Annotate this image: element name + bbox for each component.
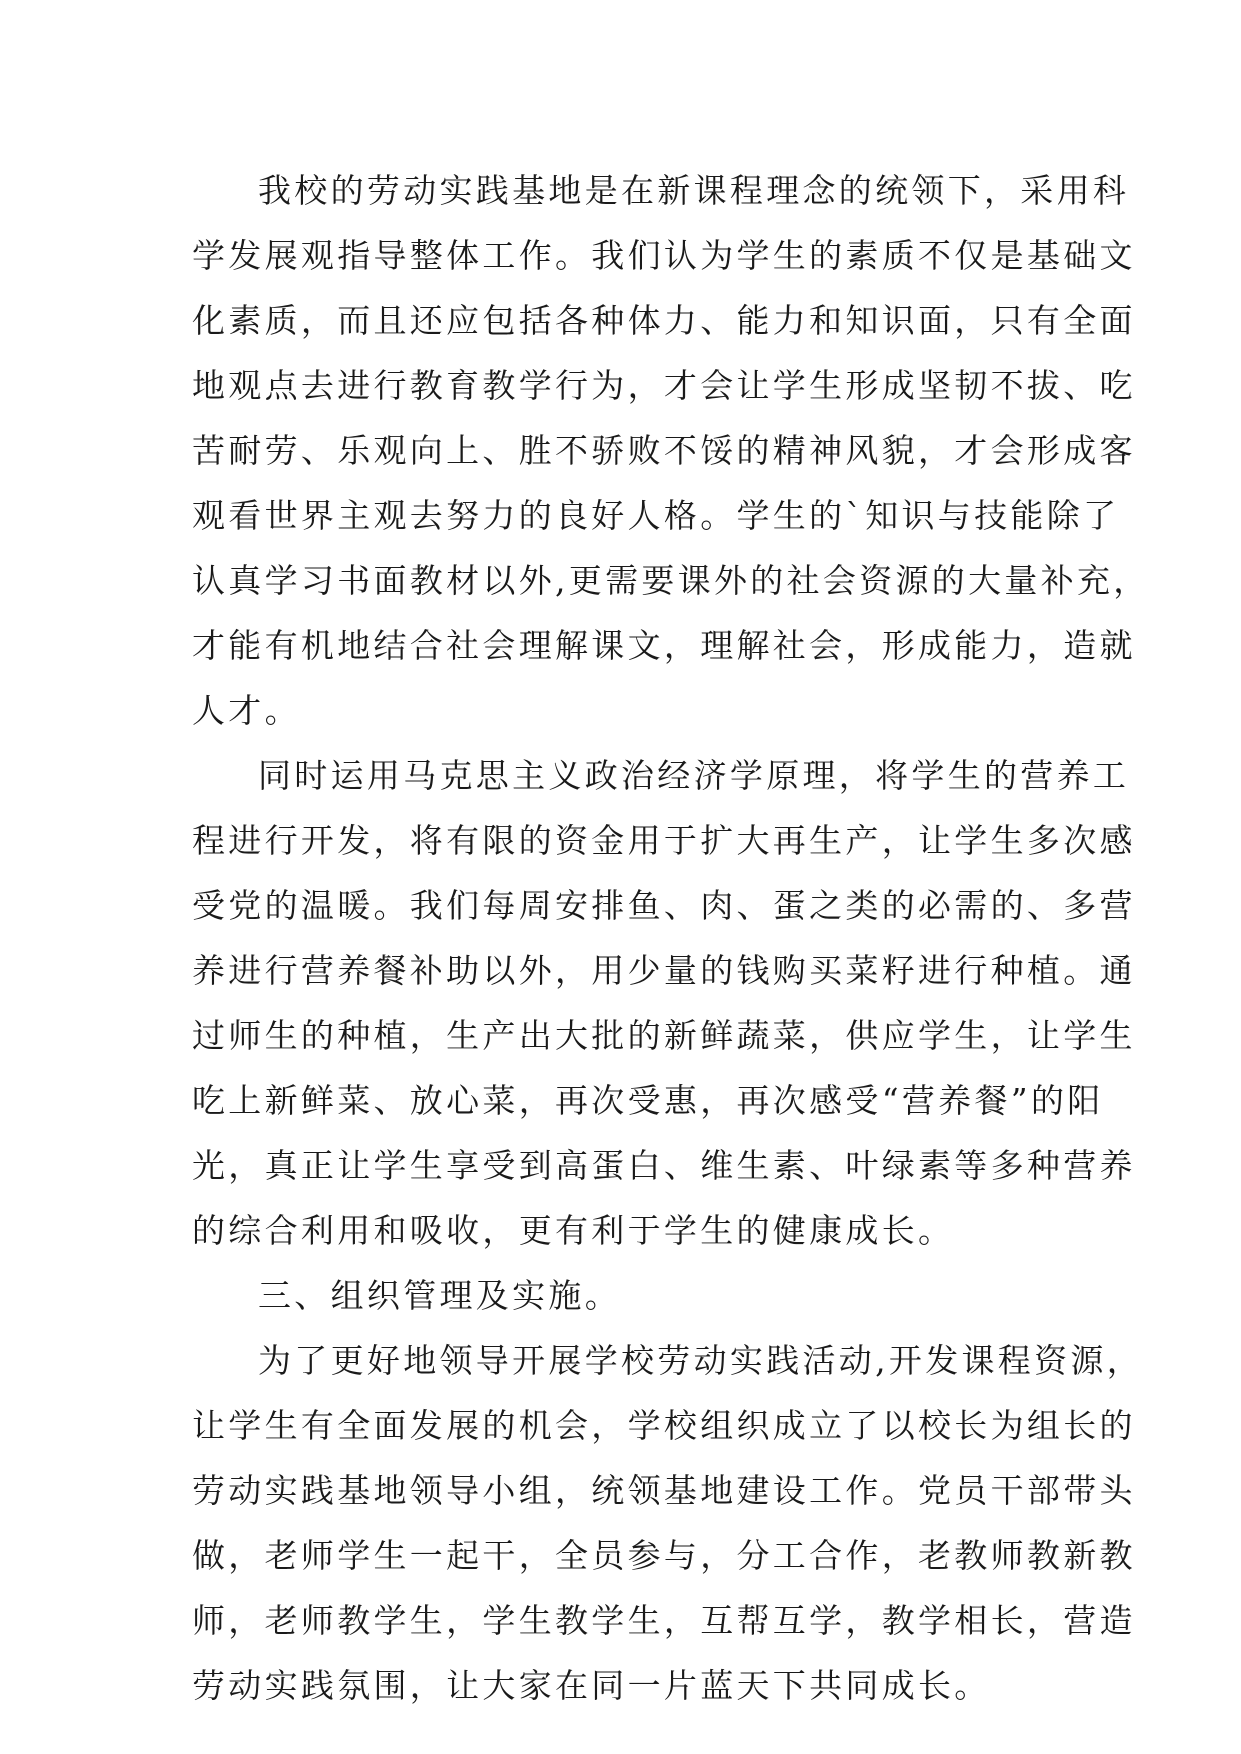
paragraph-1-line-1: 我校的劳动实践基地是在新课程理念的统领下，采用科 — [258, 171, 1130, 210]
paragraph-1-line-8: 才能有机地结合社会理解课文，理解社会，形成能力，造就 — [192, 626, 1136, 665]
paragraph-2-line-2: 程进行开发，将有限的资金用于扩大再生产，让学生多次感 — [192, 821, 1136, 860]
paragraph-3-line-3: 劳动实践基地领导小组，统领基地建设工作。党员干部带头 — [192, 1471, 1136, 1510]
paragraph-1-line-6: 观看世界主观去努力的良好人格。学生的`知识与技能除了 — [192, 496, 1120, 535]
document-body — [192, 158, 1150, 1718]
section-heading-3: 三、组织管理及实施。 — [258, 1276, 621, 1315]
paragraph-3-line-6: 劳动实践氛围，让大家在同一片蓝天下共同成长。 — [192, 1666, 991, 1705]
paragraph-2-line-3: 受党的温暖。我们每周安排鱼、肉、蛋之类的必需的、多营 — [192, 886, 1136, 925]
paragraph-1-line-3: 化素质，而且还应包括各种体力、能力和知识面，只有全面 — [192, 301, 1136, 340]
paragraph-2-line-5: 过师生的种植，生产出大批的新鲜蔬菜，供应学生，让学生 — [192, 1016, 1136, 1055]
paragraph-3-line-1: 为了更好地领导开展学校劳动实践活动,开发课程资源， — [258, 1341, 1143, 1380]
paragraph-3-line-4: 做，老师学生一起干，全员参与，分工合作，老教师教新教 — [192, 1536, 1136, 1575]
paragraph-1-line-7: 认真学习书面教材以外,更需要课外的社会资源的大量补充， — [192, 561, 1150, 600]
paragraph-2-line-6: 吃上新鲜菜、放心菜，再次受惠，再次感受“营养餐”的阳 — [192, 1081, 1104, 1120]
paragraph-2-line-8: 的综合利用和吸收，更有利于学生的健康成长。 — [192, 1211, 955, 1250]
paragraph-3-line-5: 师，老师教学生，学生教学生，互帮互学，教学相长，营造 — [192, 1601, 1136, 1640]
paragraph-1-line-5: 苦耐劳、乐观向上、胜不骄败不馁的精神风貌，才会形成客 — [192, 431, 1136, 470]
paragraph-1-line-4: 地观点去进行教育教学行为，才会让学生形成坚韧不拔、吃 — [192, 366, 1136, 405]
paragraph-1-line-9: 人才。 — [192, 691, 301, 730]
paragraph-2-line-4: 养进行营养餐补助以外，用少量的钱购买菜籽进行种植。通 — [192, 951, 1136, 990]
paragraph-3-line-2: 让学生有全面发展的机会，学校组织成立了以校长为组长的 — [192, 1406, 1136, 1445]
paragraph-1-line-2: 学发展观指导整体工作。我们认为学生的素质不仅是基础文 — [192, 236, 1136, 275]
paragraph-2-line-1: 同时运用马克思主义政治经济学原理，将学生的营养工 — [258, 756, 1130, 795]
paragraph-2-line-7: 光，真正让学生享受到高蛋白、维生素、叶绿素等多种营养 — [192, 1146, 1136, 1185]
